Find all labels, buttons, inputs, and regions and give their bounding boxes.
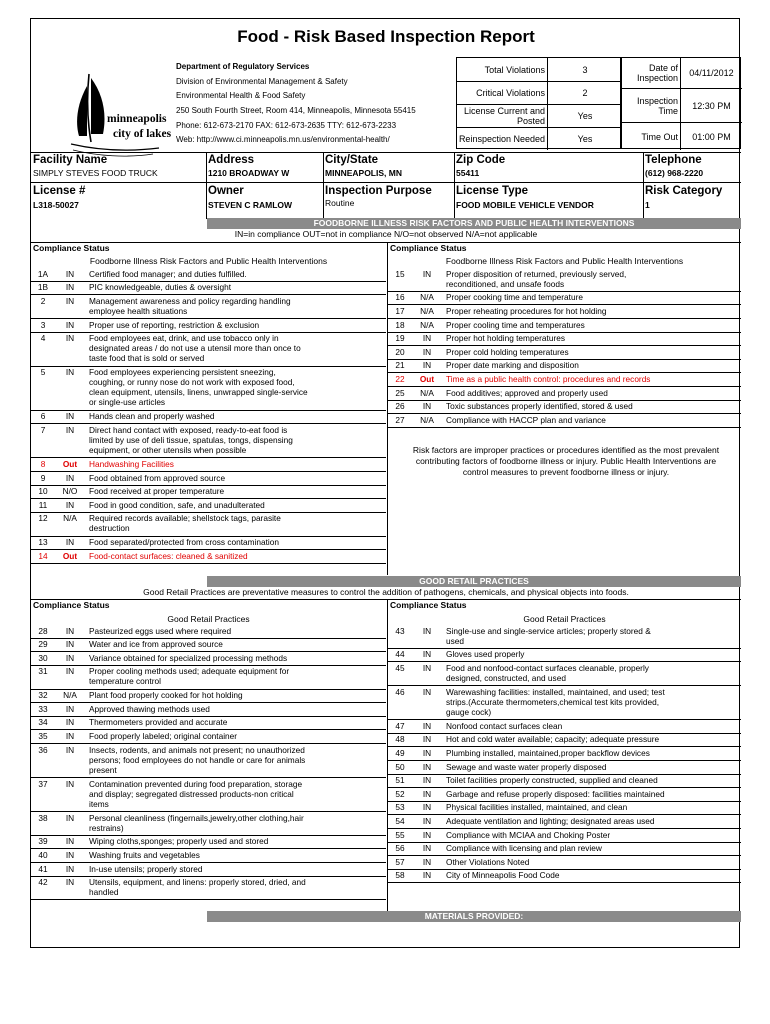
- item-text: Food employees experiencing persistent sneezing, coughing, or runny nose do not work with exposed food, clean equipment, utensils, linens, unwrapped single-service or single-use articles: [89, 367, 308, 408]
- owner-label: Owner: [208, 185, 244, 197]
- item-status: IN: [65, 499, 75, 510]
- facility-address: 1210 BROADWAY W: [208, 168, 290, 178]
- item-status: IN: [65, 424, 75, 435]
- item-number: 58: [395, 870, 405, 881]
- item-number: 3: [40, 319, 46, 330]
- item-text: Thermometers provided and accurate: [89, 717, 228, 728]
- item-status: IN: [65, 744, 75, 755]
- item-number: 40: [38, 849, 48, 860]
- inspection-purpose: Routine: [325, 198, 355, 208]
- address-label: Address: [208, 154, 255, 166]
- date-label: Date of Inspection: [636, 63, 678, 83]
- time-value: 12:30 PM: [692, 100, 731, 111]
- license-type-label: License Type: [456, 185, 529, 197]
- item-status: IN: [422, 788, 432, 799]
- item-text: Personal cleanliness (fingernails,jewelry,other clothing,hair restrains): [89, 812, 304, 833]
- item-status: IN: [65, 268, 75, 279]
- license-posted-label: License Current and Posted: [463, 105, 545, 126]
- item-status: IN: [65, 877, 75, 888]
- item-text: Other Violations Noted: [446, 856, 530, 867]
- item-number: 17: [395, 305, 405, 316]
- retail-practices-bar: GOOD RETAIL PRACTICES: [207, 576, 741, 587]
- compliance-item: [388, 269, 741, 293]
- item-status: IN: [422, 401, 432, 412]
- item-text: Proper disposition of returned, previously served, reconditioned, and unsafe foods: [446, 268, 627, 289]
- item-number: 27: [395, 414, 405, 425]
- item-text: Food properly labeled; original container: [89, 730, 238, 741]
- item-number: 12: [38, 513, 48, 524]
- item-text: Proper hot holding temperatures: [446, 333, 565, 344]
- item-status: IN: [422, 870, 432, 881]
- item-number: 22: [395, 373, 405, 384]
- item-status: IN: [422, 775, 432, 786]
- item-text: Proper cooling time and temperatures: [446, 319, 585, 330]
- risk-factor-note: Risk factors are improper practices or procedures identified as the most prevalent contributing factors of foodborne illness or injury. Public Health Interventions are control measures to prevent foodborne illness or injury.: [412, 445, 720, 477]
- item-text: Adequate ventilation and lighting; designated areas used: [446, 815, 655, 826]
- item-text: Washing fruits and vegetables: [89, 849, 200, 860]
- department-web: Web: http://www.ci.minneapolis.mn.us/environmental-health/: [176, 135, 390, 145]
- license-number: L318-50027: [33, 200, 79, 210]
- compliance-item: [388, 663, 741, 687]
- purpose-label: Inspection Purpose: [325, 185, 432, 197]
- item-status: IN: [65, 812, 75, 823]
- item-number: 41: [38, 863, 48, 874]
- compliance-item: [388, 626, 741, 650]
- item-number: 35: [38, 730, 48, 741]
- compliance-item: [31, 333, 386, 367]
- item-text: Proper cooking time and temperature: [446, 292, 583, 303]
- item-status: IN: [65, 666, 75, 677]
- item-text: Compliance with MCIAA and Choking Poster: [446, 829, 611, 840]
- item-status: IN: [422, 829, 432, 840]
- item-text: Food separated/protected from cross contamination: [89, 537, 280, 548]
- item-status: IN: [422, 662, 432, 673]
- item-status: IN: [422, 815, 432, 826]
- risk-category: 1: [645, 200, 650, 210]
- item-number: 43: [395, 625, 405, 636]
- facility-city: MINNEAPOLIS, MN: [325, 168, 402, 178]
- compliance-item: [31, 367, 386, 411]
- item-status: IN: [422, 802, 432, 813]
- logo-line1: minneapolis: [107, 113, 167, 125]
- item-status: IN: [65, 652, 75, 663]
- item-number: 2: [40, 295, 46, 306]
- item-status: IN: [65, 639, 75, 650]
- item-status: N/A: [420, 414, 434, 425]
- retail-status-left: Compliance Status: [33, 600, 110, 610]
- item-number: 30: [38, 652, 48, 663]
- item-text: Food-contact surfaces: cleaned & sanitized: [89, 550, 248, 561]
- item-number: 47: [395, 720, 405, 731]
- item-text: Physical facilities installed, maintained, and clean: [446, 802, 628, 813]
- item-number: 1A: [37, 268, 49, 279]
- phone-label: Telephone: [645, 154, 702, 166]
- report-title: Food - Risk Based Inspection Report: [237, 27, 535, 46]
- item-status: IN: [422, 734, 432, 745]
- item-number: 34: [38, 717, 48, 728]
- item-status: IN: [422, 346, 432, 357]
- item-number: 51: [395, 775, 405, 786]
- materials-provided-bar: MATERIALS PROVIDED:: [207, 911, 741, 922]
- time-label: Inspection Time: [636, 95, 678, 116]
- item-text: Pasteurized eggs used where required: [89, 625, 232, 636]
- item-status: N/A: [63, 513, 77, 524]
- compliance-item: [31, 813, 386, 837]
- item-status: IN: [65, 863, 75, 874]
- item-number: 18: [395, 319, 405, 330]
- department-phone: Phone: 612-673-2170 FAX: 612-673-2635 TTY: 612-673-2233: [176, 120, 397, 130]
- item-text: Compliance with HACCP plan and variance: [446, 414, 606, 425]
- compliance-item: [31, 877, 386, 901]
- item-text: Hot and cold water available; capacity; adequate pressure: [446, 734, 660, 745]
- facility-zip: 55411: [456, 168, 480, 178]
- item-number: 45: [395, 662, 405, 673]
- item-text: Proper use of reporting, restriction & exclusion: [89, 319, 260, 330]
- item-number: 31: [38, 666, 48, 677]
- item-text: Garbage and refuse properly disposed: facilities maintained: [446, 788, 665, 799]
- compliance-item: [31, 296, 386, 320]
- risk-subheader-right: Foodborne Illness Risk Factors and Public Health Interventions: [445, 256, 684, 266]
- item-status: IN: [422, 649, 432, 660]
- item-number: 16: [395, 292, 405, 303]
- item-number: 8: [40, 458, 46, 469]
- item-text: Management awareness and policy regarding handling employee health situations: [89, 295, 291, 316]
- item-number: 54: [395, 815, 405, 826]
- item-text: Gloves used properly: [446, 649, 525, 660]
- item-text: Toxic substances properly identified, stored & used: [446, 401, 633, 412]
- item-status: IN: [65, 333, 75, 344]
- item-status: N/O: [62, 486, 78, 497]
- risk-factors-bar: FOODBORNE ILLNESS RISK FACTORS AND PUBLIC HEALTH INTERVENTIONS: [207, 218, 741, 229]
- item-status: IN: [65, 367, 75, 378]
- item-text: PIC knowledgeable, duties & oversight: [89, 282, 232, 293]
- compliance-item: [31, 425, 386, 459]
- item-number: 53: [395, 802, 405, 813]
- item-number: 38: [38, 812, 48, 823]
- license-number-label: License #: [33, 185, 86, 197]
- item-text: Hands clean and properly washed: [89, 411, 215, 422]
- item-text: Compliance with licensing and plan review: [446, 843, 602, 854]
- city-label: City/State: [325, 154, 379, 166]
- compliance-item: [31, 779, 386, 813]
- item-text: Required records available; shellstock tags, parasite destruction: [89, 513, 281, 534]
- item-number: 39: [38, 836, 48, 847]
- item-text: Nonfood contact surfaces clean: [446, 720, 563, 731]
- item-number: 55: [395, 829, 405, 840]
- item-number: 19: [395, 333, 405, 344]
- item-number: 44: [395, 649, 405, 660]
- item-number: 42: [38, 877, 48, 888]
- license-type: FOOD MOBILE VEHICLE VENDOR: [456, 200, 594, 210]
- compliance-item: [388, 687, 741, 721]
- timeout-label: Time Out: [641, 131, 678, 142]
- item-text: Proper cold holding temperatures: [446, 346, 569, 357]
- item-text: Contamination prevented during food preparation, storage and display; segregated distressed products-non critical items: [89, 778, 303, 809]
- item-text: Insects, rodents, and animals not present; no unauthorized persons; food employees do not handle or care for animals present: [89, 744, 306, 775]
- item-text: Wiping cloths,sponges; properly used and stored: [89, 836, 269, 847]
- item-status: IN: [65, 730, 75, 741]
- item-text: Utensils, equipment, and linens: properly stored, dried, and handled: [89, 877, 306, 898]
- item-text: Proper reheating procedures for hot holding: [446, 305, 607, 316]
- facility-phone: (612) 968-2220: [645, 168, 704, 178]
- section-name: Environmental Health & Food Safety: [176, 91, 306, 101]
- item-text: Proper cooling methods used; adequate equipment for temperature control: [89, 666, 290, 687]
- item-number: 21: [395, 360, 405, 371]
- item-number: 4: [40, 333, 46, 344]
- item-status: IN: [65, 295, 75, 306]
- item-text: City of Minneapolis Food Code: [446, 870, 560, 881]
- item-status: IN: [65, 703, 75, 714]
- logo-line2: city of lakes: [113, 128, 172, 140]
- reinspection-label: Reinspection Needed: [458, 133, 545, 144]
- violation-summary: [456, 57, 621, 149]
- item-text: Single-use and single-service articles; properly stored & used: [446, 625, 651, 646]
- item-text: Plant food properly cooked for hot holding: [89, 690, 243, 701]
- department-info: [176, 60, 476, 148]
- item-text: Food additives; approved and properly used: [446, 387, 608, 398]
- item-number: 5: [40, 367, 46, 378]
- item-text: Water and ice from approved source: [89, 639, 223, 650]
- department-name: Department of Regulatory Services: [176, 62, 310, 71]
- compliance-item: [31, 745, 386, 779]
- item-number: 46: [395, 686, 405, 697]
- item-status: IN: [422, 268, 432, 279]
- item-status: IN: [422, 843, 432, 854]
- item-text: Plumbing installed, maintained,proper backflow devices: [446, 747, 650, 758]
- item-number: 50: [395, 761, 405, 772]
- item-text: Food in good condition, safe, and unadulterated: [89, 499, 265, 510]
- division-name: Division of Environmental Management & Safety: [176, 76, 348, 86]
- item-number: 36: [38, 744, 48, 755]
- item-status: N/A: [420, 292, 434, 303]
- license-posted-value: Yes: [577, 110, 593, 121]
- item-number: 29: [38, 639, 48, 650]
- inspection-timing: [621, 57, 741, 149]
- item-status: IN: [65, 778, 75, 789]
- item-text: In-use utensils; properly stored: [89, 863, 203, 874]
- item-number: 32: [38, 690, 48, 701]
- item-text: Sewage and waste water properly disposed: [446, 761, 607, 772]
- risk-category-label: Risk Category: [645, 185, 723, 197]
- facility-name-label: Facility Name: [33, 154, 108, 166]
- item-status: N/A: [63, 690, 77, 701]
- item-status: IN: [65, 319, 75, 330]
- retail-subheader-right: Good Retail Practices: [523, 614, 606, 624]
- inspection-report: [30, 18, 740, 948]
- retail-legend: Good Retail Practices are preventative measures to control the addition of pathogens, chemicals, and physical objects into foods.: [143, 587, 629, 597]
- retail-status-right: Compliance Status: [390, 600, 467, 610]
- item-text: Toilet facilities properly constructed, supplied and cleaned: [446, 775, 658, 786]
- item-status: Out: [62, 458, 78, 469]
- item-number: 10: [38, 486, 48, 497]
- item-status: IN: [422, 360, 432, 371]
- item-status: IN: [65, 625, 75, 636]
- item-number: 48: [395, 734, 405, 745]
- owner-name: STEVEN C RAMLOW: [208, 200, 293, 210]
- item-status: IN: [65, 836, 75, 847]
- item-text: Food received at proper temperature: [89, 486, 225, 497]
- item-text: Handwashing Facilities: [89, 458, 174, 469]
- item-status: Out: [419, 373, 435, 384]
- item-number: 1B: [37, 282, 49, 293]
- item-number: 25: [395, 387, 405, 398]
- item-number: 33: [38, 703, 48, 714]
- compliance-legend: IN=in compliance OUT=not in compliance N/O=not observed N/A=not applicable: [234, 229, 538, 239]
- compliance-status-right: Compliance Status: [390, 243, 467, 253]
- item-status: IN: [65, 717, 75, 728]
- item-number: 52: [395, 788, 405, 799]
- item-number: 14: [38, 550, 48, 561]
- item-number: 13: [38, 537, 48, 548]
- risk-status-header: [31, 242, 741, 253]
- item-status: IN: [422, 333, 432, 344]
- item-number: 28: [38, 625, 48, 636]
- department-address: 250 South Fourth Street, Room 414, Minneapolis, Minnesota 55415: [176, 106, 416, 116]
- item-number: 7: [40, 424, 46, 435]
- item-status: N/A: [420, 319, 434, 330]
- item-status: N/A: [420, 305, 434, 316]
- risk-subheader-left: Foodborne Illness Risk Factors and Public Health Interventions: [89, 256, 328, 266]
- reinspection-value: Yes: [577, 133, 593, 144]
- item-number: 57: [395, 856, 405, 867]
- total-violations-value: 3: [582, 64, 588, 75]
- compliance-item: [31, 666, 386, 690]
- item-text: Food obtained from approved source: [89, 472, 226, 483]
- item-status: IN: [65, 282, 75, 293]
- item-text: Proper date marking and disposition: [446, 360, 579, 371]
- total-violations-label: Total Violations: [484, 64, 545, 75]
- item-number: 49: [395, 747, 405, 758]
- item-text: Warewashing facilities: installed, maintained, and used; test strips.(Accurate thermometers,chemical test kits provided, gauge cock): [446, 686, 665, 717]
- item-text: Approved thawing methods used: [89, 703, 210, 714]
- item-status: IN: [65, 537, 75, 548]
- zip-label: Zip Code: [456, 154, 506, 166]
- item-status: IN: [65, 849, 75, 860]
- item-status: IN: [422, 747, 432, 758]
- item-status: Out: [62, 550, 78, 561]
- item-number: 26: [395, 401, 405, 412]
- item-text: Time as a public health control: procedures and records: [446, 373, 651, 384]
- critical-violations-value: 2: [582, 87, 588, 98]
- item-number: 56: [395, 843, 405, 854]
- item-number: 11: [38, 499, 48, 510]
- facility-name: SIMPLY STEVES FOOD TRUCK: [33, 168, 158, 178]
- item-text: Food employees eat, drink, and use tobacco only in designated areas / do not use a utensil more than once to taste food that is sold or served: [89, 333, 301, 364]
- item-status: IN: [422, 720, 432, 731]
- item-text: Food and nonfood-contact surfaces cleanable, properly designed, constructed, and used: [446, 662, 649, 683]
- item-number: 15: [395, 268, 405, 279]
- retail-subheader-left: Good Retail Practices: [167, 614, 250, 624]
- item-number: 6: [40, 411, 46, 422]
- facility-info: [31, 152, 741, 218]
- item-status: IN: [422, 625, 432, 636]
- item-status: IN: [422, 686, 432, 697]
- compliance-item: [31, 513, 386, 537]
- item-status: IN: [422, 856, 432, 867]
- item-text: Variance obtained for specialized processing methods: [89, 652, 288, 663]
- item-number: 20: [395, 346, 405, 357]
- compliance-status-left: Compliance Status: [33, 243, 110, 253]
- date-value: 04/11/2012: [689, 68, 734, 78]
- retail-status-header: [31, 599, 741, 610]
- item-status: IN: [65, 411, 75, 422]
- item-number: 9: [40, 472, 46, 483]
- timeout-value: 01:00 PM: [692, 131, 731, 142]
- item-number: 37: [38, 778, 48, 789]
- item-status: N/A: [420, 387, 434, 398]
- item-status: IN: [422, 761, 432, 772]
- critical-violations-label: Critical Violations: [476, 87, 545, 98]
- item-status: IN: [65, 472, 75, 483]
- item-text: Direct hand contact with exposed, ready-to-eat food is limited by use of deli tissue, spatulas, tongs, dispensing equipment, or other utensils when possible: [89, 424, 293, 455]
- item-text: Certified food manager; and duties fulfilled.: [89, 268, 247, 279]
